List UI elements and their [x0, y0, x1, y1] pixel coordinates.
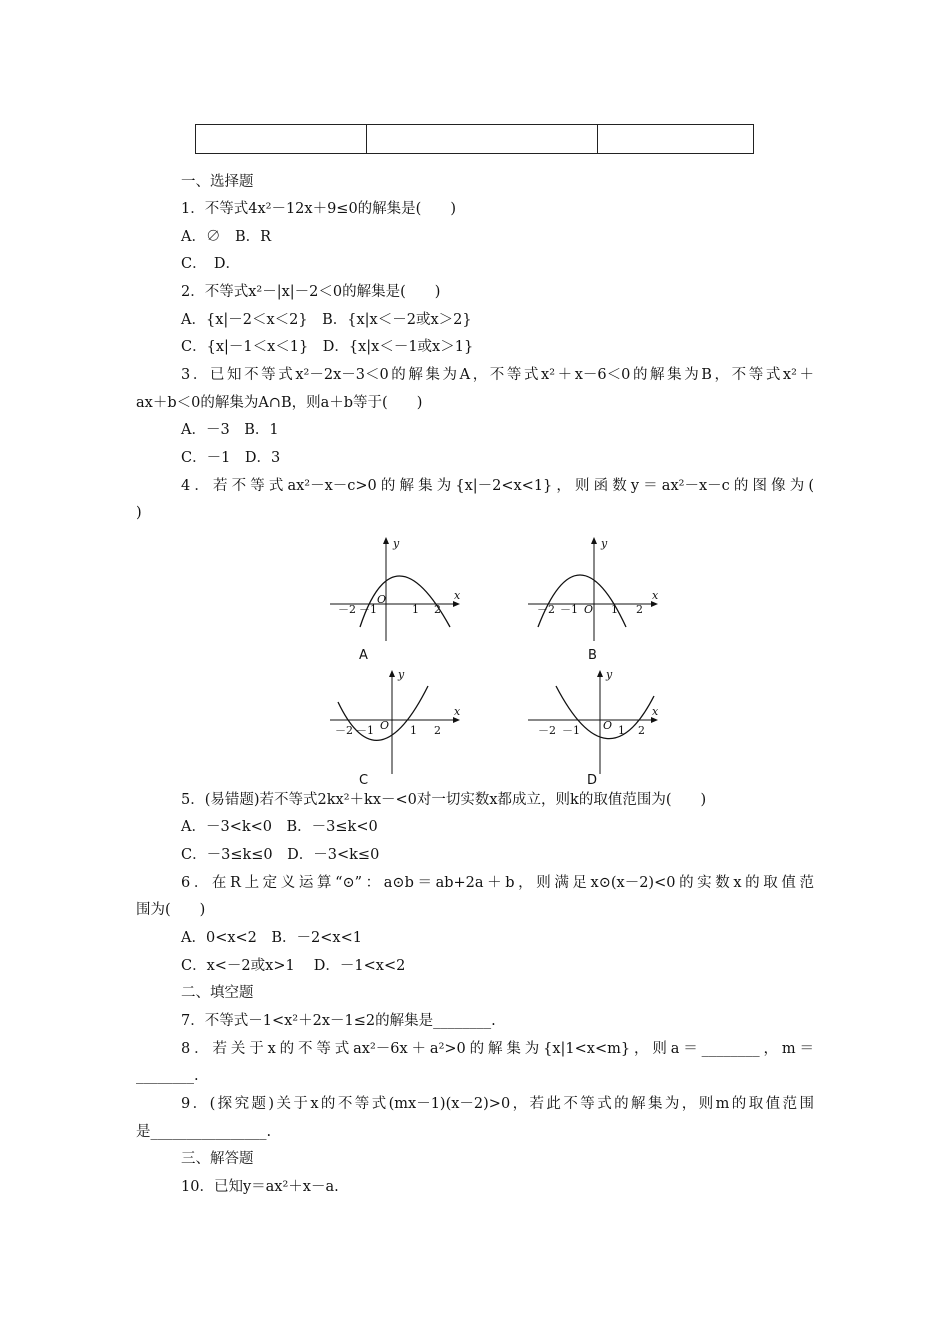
- graph-b-origin: O: [584, 603, 594, 616]
- q3-options-cd: C．－1 D．3: [181, 450, 281, 466]
- question-8-line-1: 8．若关于x的不等式ax²－6x＋a²>0的解集为{x|1<x<m}，则a＝________，m＝: [181, 1041, 814, 1057]
- graph-c-tick: －1: [356, 724, 374, 737]
- graph-a-tick: 1: [412, 603, 419, 616]
- question-7: 7．不等式－1<x²＋2x－1≤2的解集是________.: [181, 1013, 496, 1029]
- graph-b: [528, 533, 668, 647]
- graph-b-tick: －2: [537, 603, 555, 616]
- header-cell-3: [598, 125, 753, 153]
- header-table: [195, 124, 754, 154]
- graph-d: [528, 666, 668, 780]
- graph-b-tick: －1: [560, 603, 578, 616]
- graph-d-origin: O: [603, 719, 613, 732]
- graph-d-tick: 1: [618, 724, 625, 737]
- question-8-line-2: ________.: [136, 1068, 199, 1084]
- graph-a-tick: －2: [338, 603, 356, 616]
- question-4-line-2: ): [136, 505, 142, 521]
- graph-d-label: D: [587, 773, 598, 788]
- graph-c-label: C: [359, 773, 369, 788]
- question-1: 1．不等式4x²－12x＋9≤0的解集是( ): [181, 201, 456, 217]
- graph-b-tick: 1: [611, 603, 618, 616]
- graph-a-label: A: [359, 648, 368, 663]
- graph-d-x-label: x: [652, 705, 659, 718]
- q5-options-cd: C．－3≤k≤0 D．－3<k≤0: [181, 847, 380, 863]
- q1-options-ab: A．∅ B．R: [181, 229, 272, 245]
- q2-options-cd: C．{x|－1＜x＜1} D．{x|x＜－1或x＞1}: [181, 339, 474, 355]
- graph-c-tick: 2: [434, 724, 441, 737]
- question-9-line-2: 是________________.: [136, 1124, 272, 1140]
- graph-b-tick: 2: [636, 603, 643, 616]
- graph-b-y-label: y: [601, 537, 608, 550]
- section-heading-fill: 二、填空题: [181, 985, 254, 1001]
- graph-c-y-label: y: [398, 668, 405, 681]
- section-heading-answer: 三、解答题: [181, 1151, 254, 1167]
- q6-options-ab: A．0<x<2 B．－2<x<1: [181, 930, 362, 946]
- question-10: 10．已知y＝ax²＋x－a.: [181, 1179, 339, 1195]
- question-2: 2．不等式x²－|x|－2＜0的解集是( ): [181, 284, 441, 300]
- question-9-line-1: 9．(探究题)关于x的不等式(mx－1)(x－2)>0，若此不等式的解集为，则m的取值范围: [181, 1096, 814, 1112]
- graph-c-origin: O: [380, 719, 390, 732]
- graph-b-x-label: x: [652, 589, 659, 602]
- q6-options-cd: C．x<－2或x>1 D．－1<x<2: [181, 958, 406, 974]
- graph-b-label: B: [588, 648, 597, 663]
- graph-c: [330, 666, 470, 780]
- graph-a-tick: －1: [359, 603, 377, 616]
- question-6-line-2: 围为( ): [136, 902, 206, 918]
- graph-a-origin: O: [377, 593, 387, 606]
- question-3-line-2: ax＋b＜0的解集为A∩B，则a＋b等于( ): [136, 395, 423, 411]
- graph-d-tick: －2: [538, 724, 556, 737]
- graph-a-tick: 2: [434, 603, 441, 616]
- q3-options-ab: A．－3 B．1: [181, 422, 279, 438]
- graph-d-tick: 2: [638, 724, 645, 737]
- graph-d-tick: －1: [562, 724, 580, 737]
- graph-c-tick: －2: [335, 724, 353, 737]
- header-cell-1: [196, 125, 367, 153]
- section-heading-choice: 一、选择题: [181, 174, 254, 190]
- question-3-line-1: 3．已知不等式x²－2x－3＜0的解集为A，不等式x²＋x－6＜0的解集为B，不等式x²＋: [181, 367, 814, 383]
- question-4-line-1: 4．若不等式ax²－x－c>0的解集为{x|－2<x<1}，则函数y＝ax²－x－c的图像为(: [181, 478, 814, 494]
- graph-d-y-label: y: [606, 668, 613, 681]
- graph-c-tick: 1: [410, 724, 417, 737]
- question-5: 5．(易错题)若不等式2kx²＋kx－<0对一切实数x都成立，则k的取值范围为( ): [181, 792, 707, 808]
- question-6-line-1: 6．在R上定义运算“⊙”：a⊙b＝ab+2a＋b，则满足x⊙(x－2)<0的实数x的取值范: [181, 875, 814, 891]
- q2-options-ab: A．{x|－2＜x＜2} B．{x|x＜－2或x＞2}: [181, 312, 472, 328]
- graph-a-y-label: y: [393, 537, 400, 550]
- q5-options-ab: A．－3<k<0 B．－3≤k<0: [181, 819, 378, 835]
- graph-a: [330, 533, 470, 647]
- q1-options-cd: C． D．: [181, 256, 240, 272]
- graph-c-x-label: x: [454, 705, 461, 718]
- graph-a-x-label: x: [454, 589, 461, 602]
- header-cell-2: [367, 125, 598, 153]
